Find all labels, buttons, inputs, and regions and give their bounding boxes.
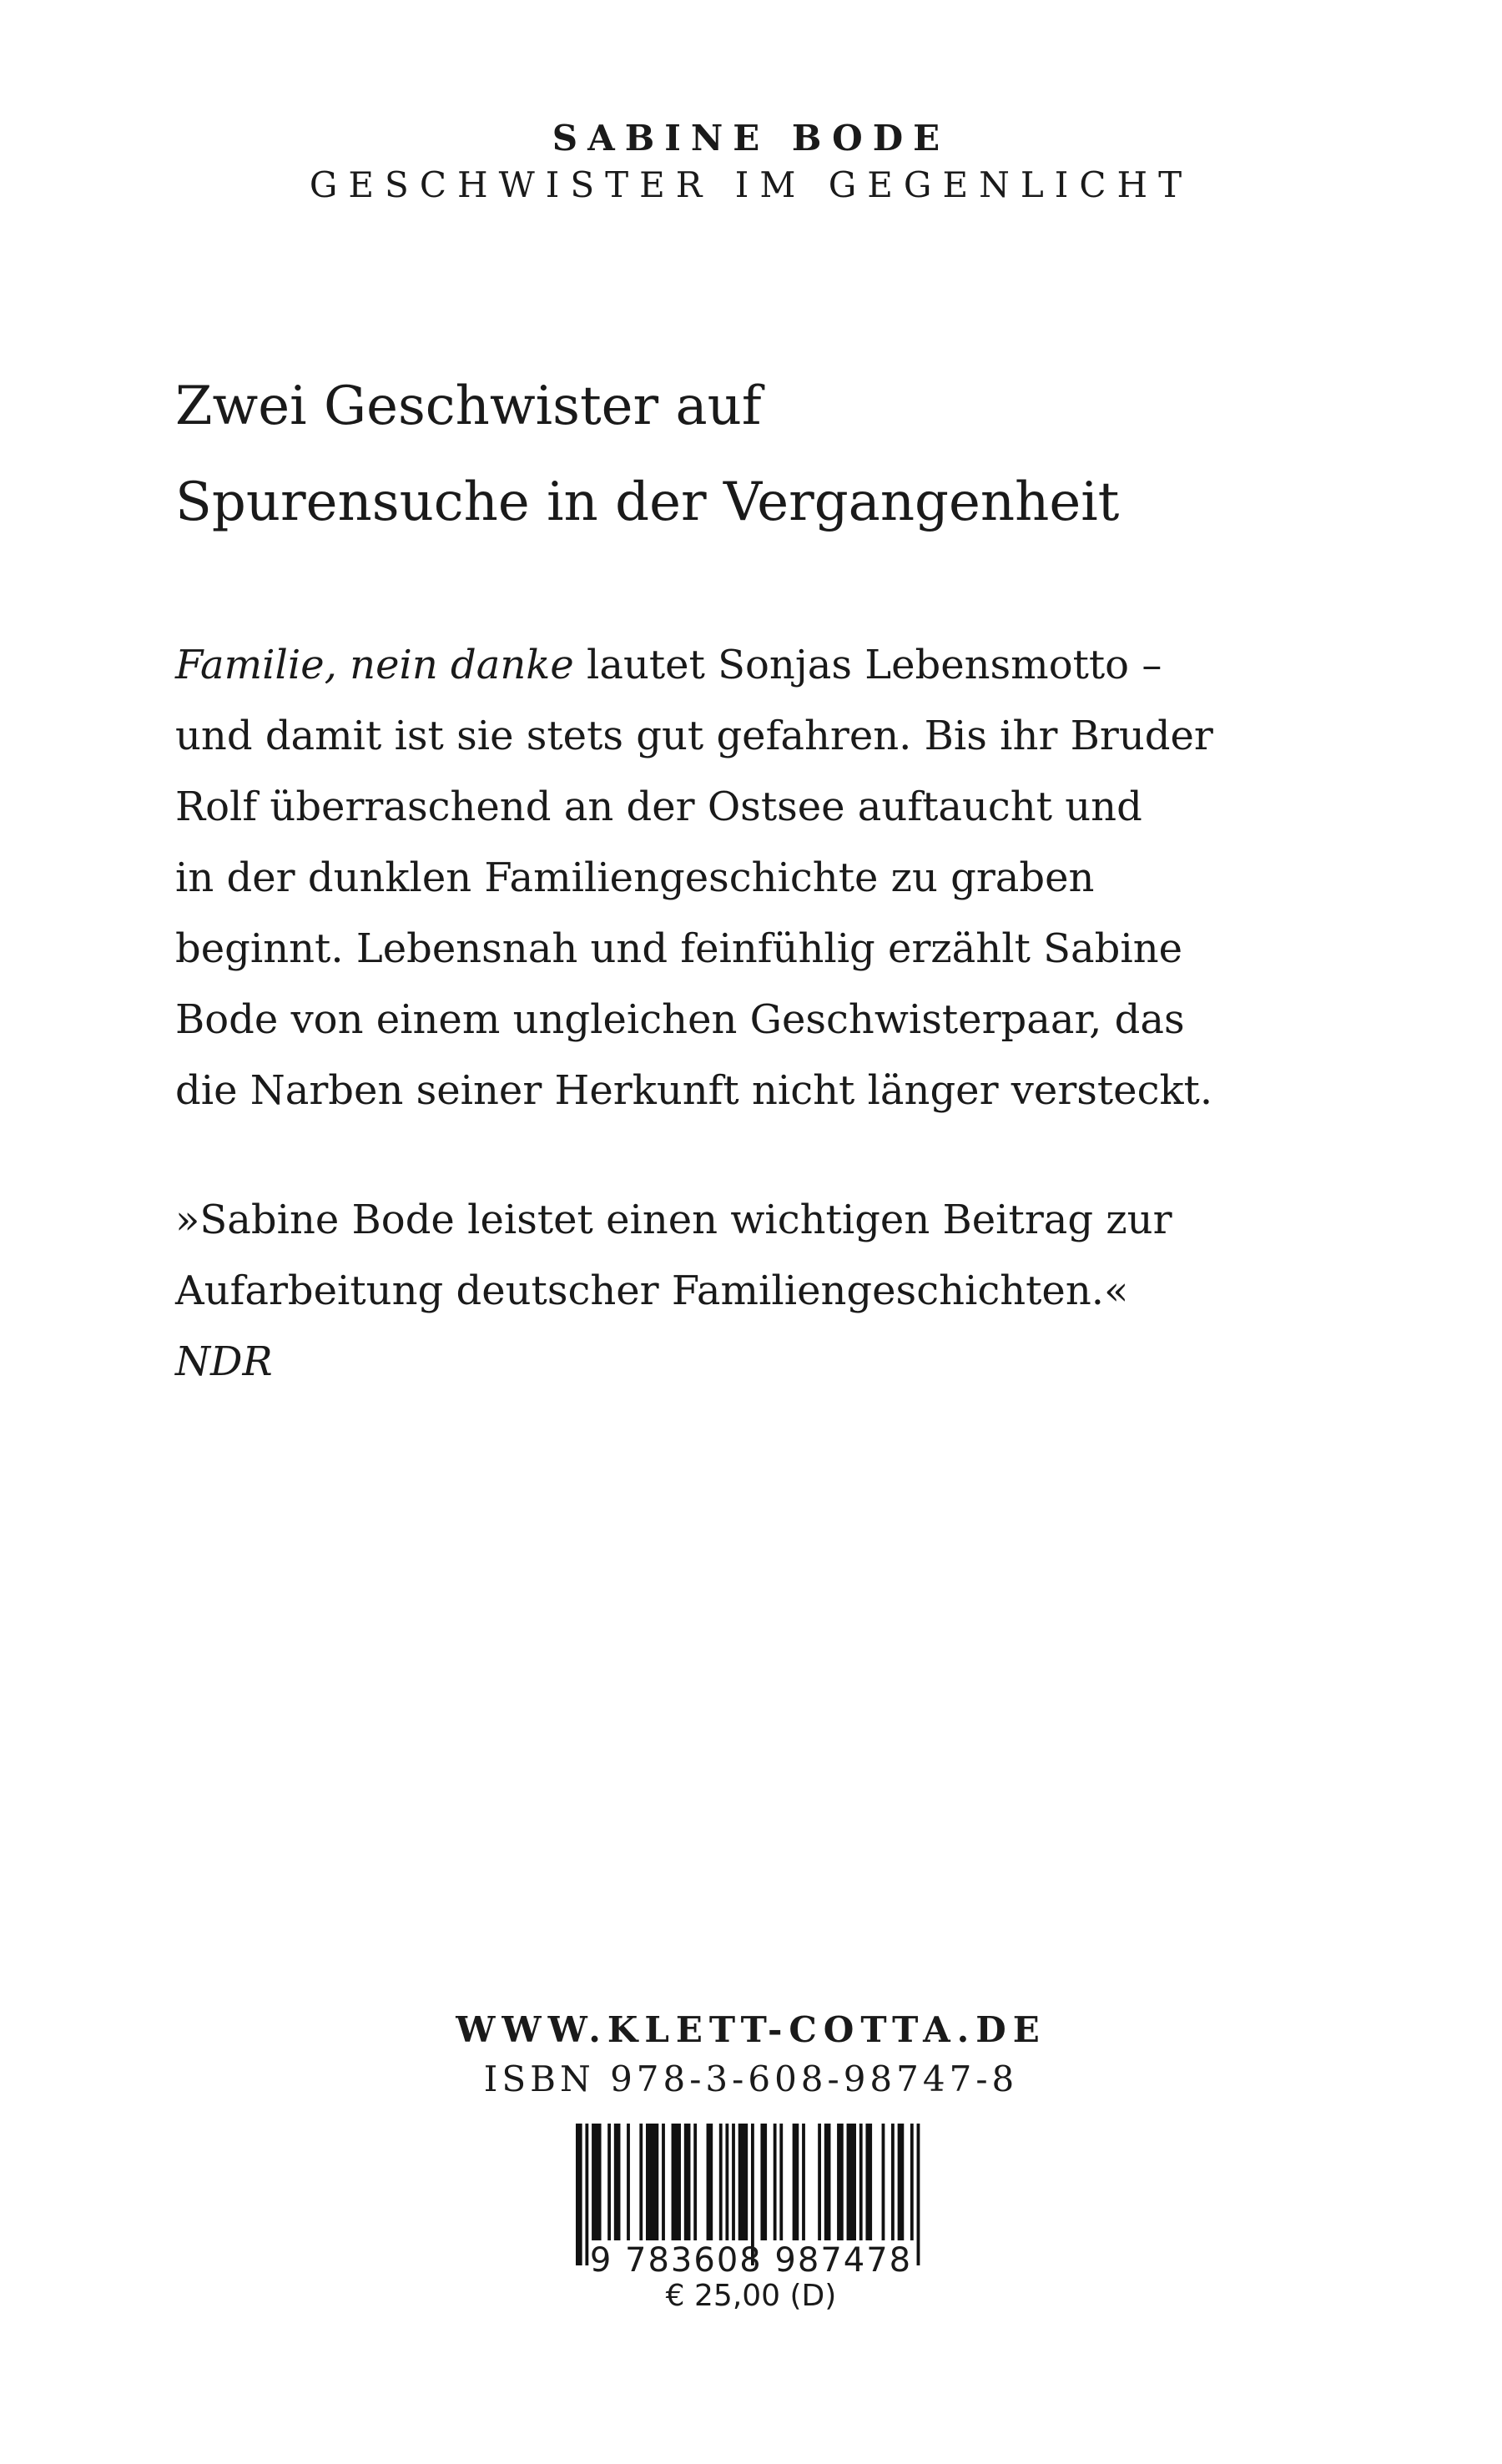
isbn-number: ISBN 978-3-608-98747-8 xyxy=(483,2058,1019,2099)
barcode-bar xyxy=(684,2124,691,2240)
barcode-bar xyxy=(719,2124,723,2240)
blurb-line: die Narben seiner Herkunft nicht länger versteckt. xyxy=(175,1067,1213,1114)
barcode-bar xyxy=(837,2124,844,2240)
quote-line: Aufarbeitung deutscher Familiengeschichten.« xyxy=(175,1267,1129,1314)
barcode-bar xyxy=(882,2124,885,2240)
barcode-bar xyxy=(672,2124,681,2240)
barcode-bar xyxy=(725,2124,728,2240)
barcode-bar xyxy=(802,2124,805,2240)
blurb-line: Bode von einem ungleichen Geschwisterpaar, das xyxy=(175,996,1185,1043)
barcode-bar xyxy=(693,2124,697,2240)
barcode-bar xyxy=(732,2124,735,2240)
blurb-text xyxy=(175,630,1385,1126)
barcode-bar xyxy=(910,2124,914,2240)
barcode-bar xyxy=(662,2124,665,2240)
blurb-line: Rolf überraschend an der Ostsee auftaucht und xyxy=(175,784,1142,830)
blurb-italic-phrase: Familie, nein danke xyxy=(175,642,574,688)
barcode-bar xyxy=(824,2124,831,2240)
barcode-bar xyxy=(738,2124,748,2240)
barcode-bar xyxy=(592,2124,601,2240)
headline xyxy=(175,359,1343,551)
barcode-bar xyxy=(774,2124,777,2240)
quote-line: »Sabine Bode leistet einen wichtigen Beitrag zur xyxy=(175,1197,1172,1243)
barcode-bar xyxy=(646,2124,658,2240)
headline-line: Zwei Geschwister auf xyxy=(175,375,762,437)
press-quote xyxy=(175,1185,1385,1398)
cover-footer xyxy=(0,2007,1502,2104)
barcode-bar xyxy=(818,2124,821,2240)
blurb-line-rest: lautet Sonjas Lebensmotto – xyxy=(573,642,1162,688)
barcode xyxy=(551,2124,951,2280)
barcode-digits: 9 783608 987478 xyxy=(589,2241,913,2280)
barcode-bar xyxy=(607,2124,611,2240)
barcode-bar xyxy=(865,2124,872,2240)
headline-line: Spurensuche in der Vergangenheit xyxy=(175,471,1120,533)
publisher-website: WWW.KLETT-COTTA.DE xyxy=(456,2009,1046,2050)
blurb-line: in der dunklen Familiengeschichte zu graben xyxy=(175,854,1095,901)
barcode-bar xyxy=(891,2124,895,2240)
author-name: SABINE BODE xyxy=(552,118,950,159)
blurb-line: beginnt. Lebensnah und feinfühlig erzählt Sabine xyxy=(175,925,1183,972)
blurb-line xyxy=(175,630,1385,701)
blurb-line: und damit ist sie stets gut gefahren. Bis ihr Bruder xyxy=(175,713,1213,759)
barcode-bar xyxy=(779,2124,783,2240)
barcode-bar xyxy=(707,2124,713,2240)
barcode-bar xyxy=(847,2124,856,2240)
barcode-bar xyxy=(859,2124,863,2240)
price-label: € 25,00 (D) xyxy=(665,2279,837,2313)
barcode-bar xyxy=(639,2124,643,2240)
book-title: GESCHWISTER IM GEGENLICHT xyxy=(309,164,1193,205)
quote-source: NDR xyxy=(175,1338,273,1385)
barcode-bar xyxy=(793,2124,799,2240)
barcode-bar xyxy=(614,2124,621,2240)
cover-header xyxy=(0,117,1502,210)
barcode-bar xyxy=(627,2124,630,2240)
barcode-bar xyxy=(760,2124,767,2240)
barcode-bar xyxy=(898,2124,905,2240)
